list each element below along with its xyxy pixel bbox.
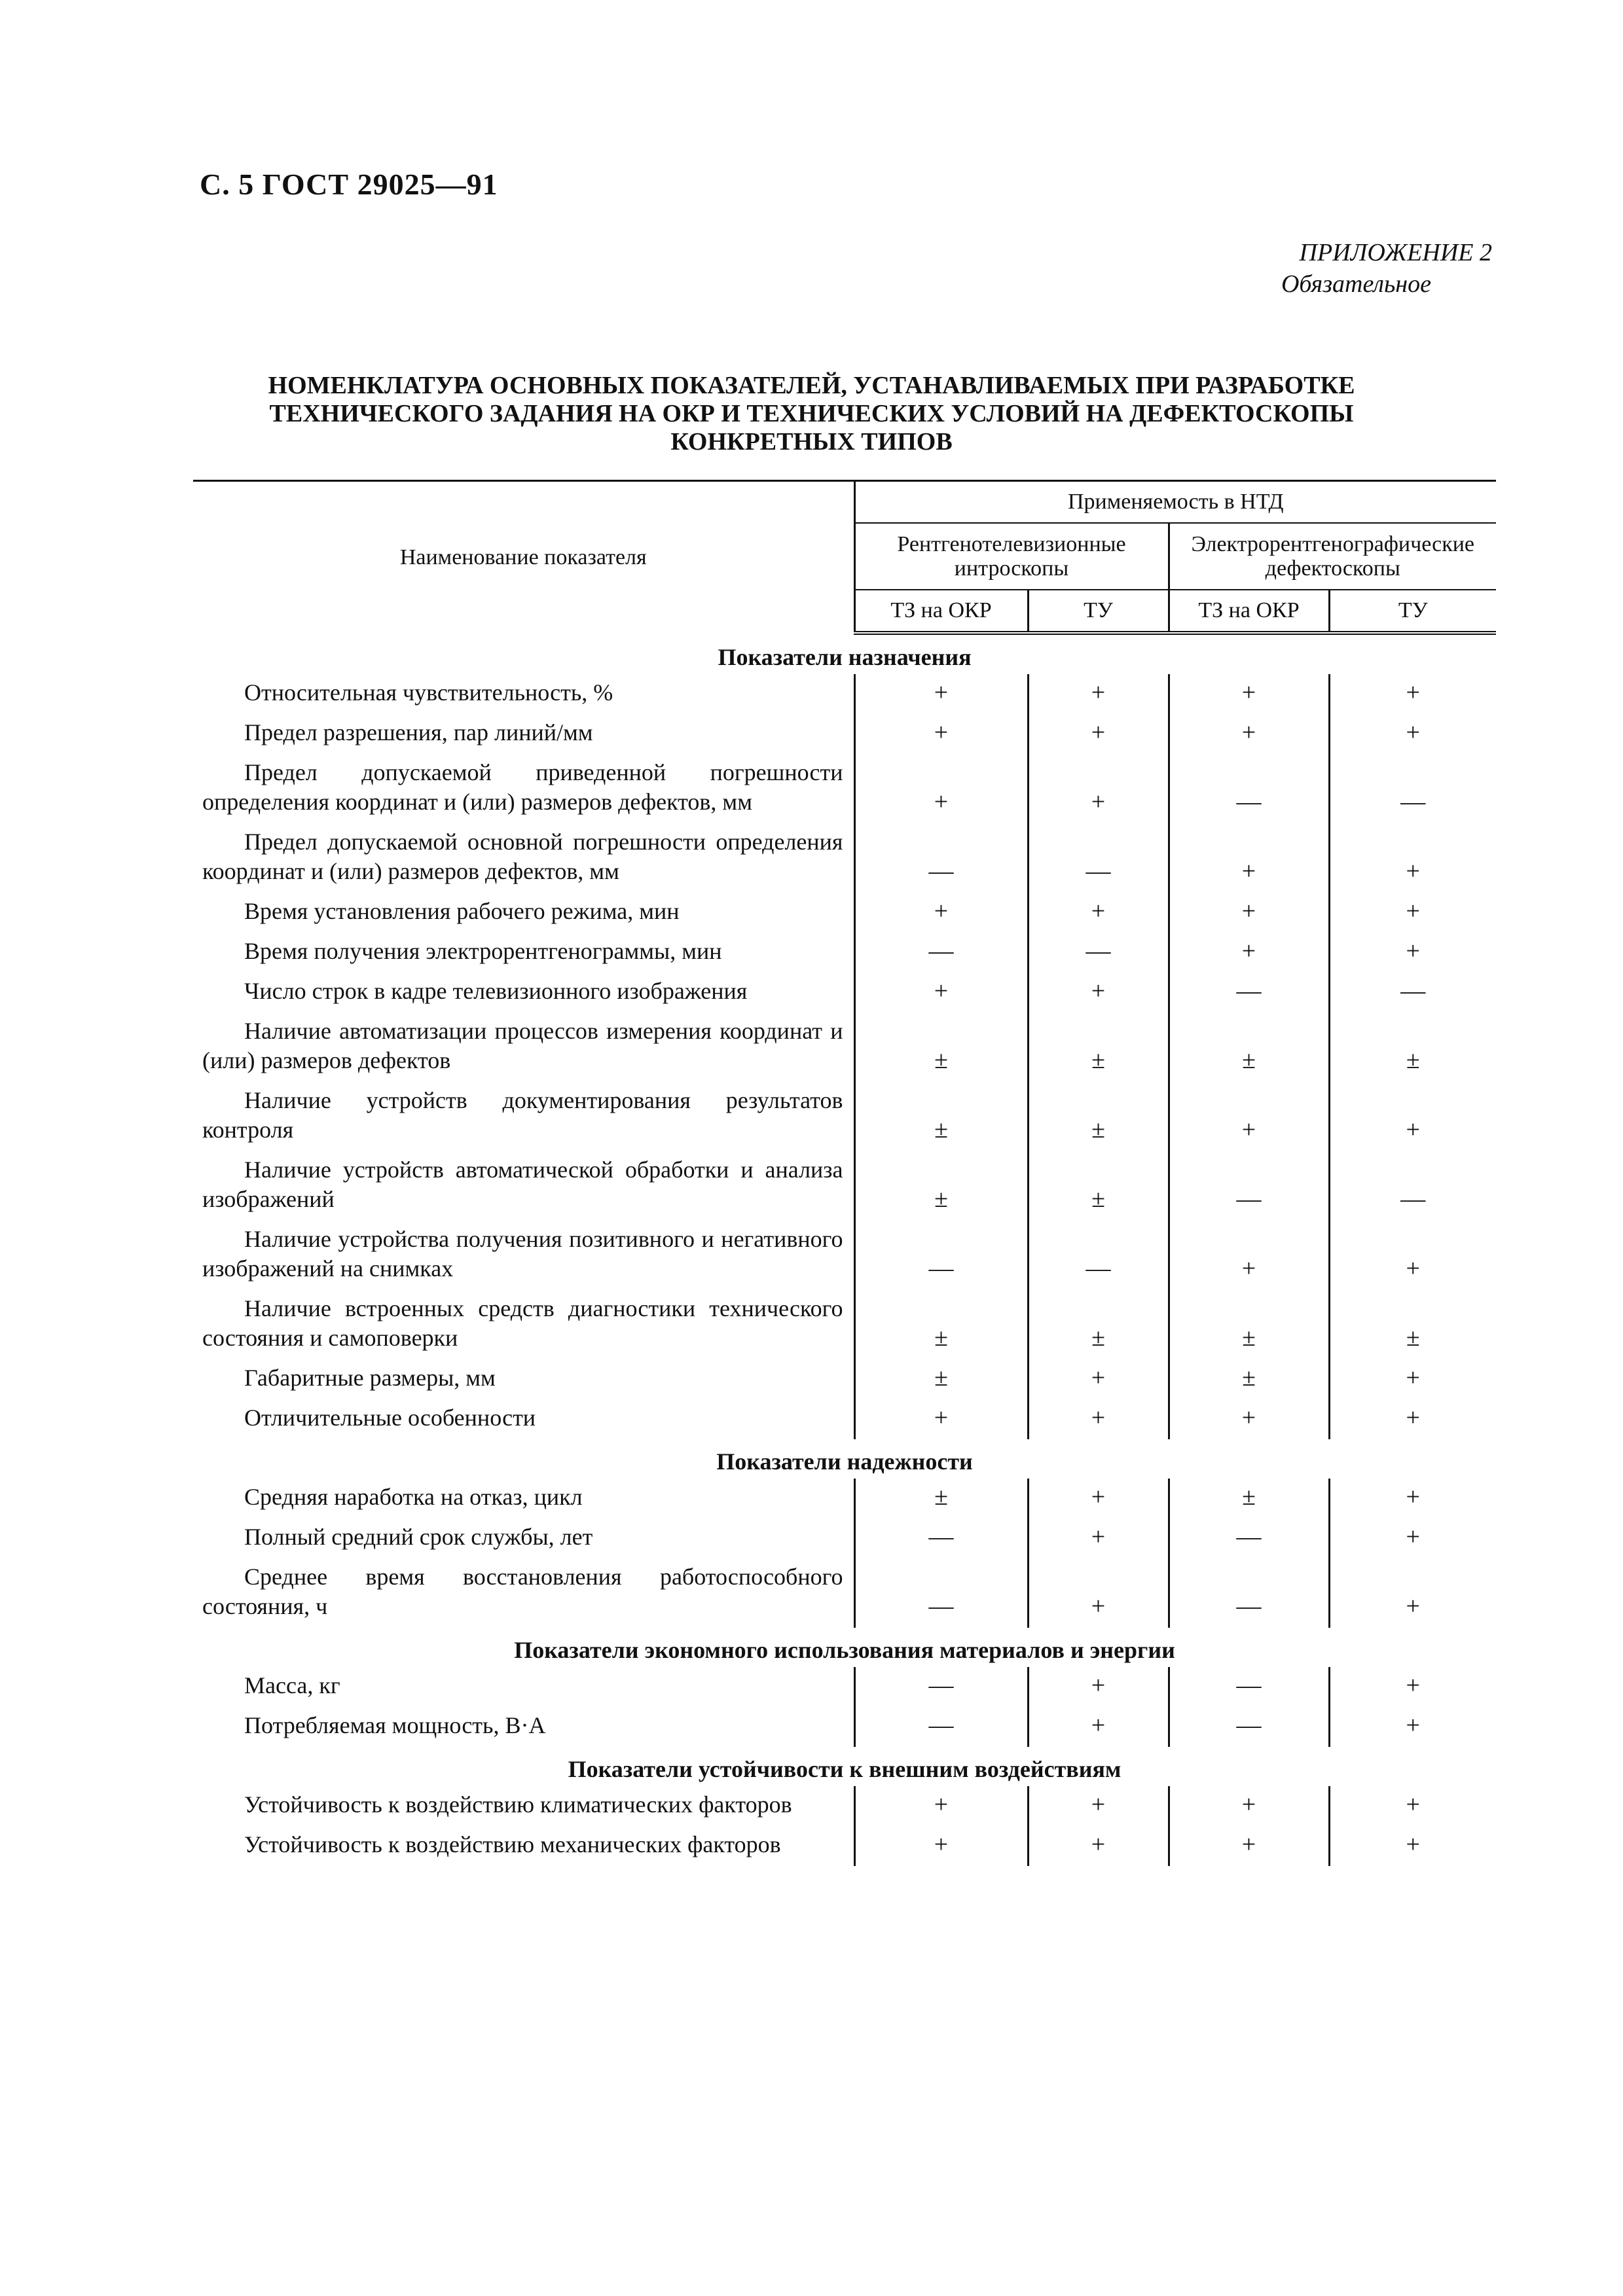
applicability-mark: — bbox=[1169, 1151, 1329, 1221]
indicator-name: Наличие автоматизации процессов измерения координат и (или) размеров дефектов bbox=[202, 1017, 843, 1073]
applicability-mark: ± bbox=[1329, 1013, 1496, 1082]
section-row bbox=[193, 1628, 1496, 1667]
applicability-mark: — bbox=[1169, 1558, 1329, 1628]
applicability-mark: + bbox=[1329, 1707, 1496, 1747]
indicator-name-cell bbox=[193, 674, 854, 714]
indicator-name: Предел допускаемой приведенной погрешности определения координат и (или) размеров дефектов, мм bbox=[202, 759, 843, 815]
applicability-mark: + bbox=[1329, 823, 1496, 893]
indicator-name: Время установления рабочего режима, мин bbox=[244, 897, 680, 924]
applicability-mark: — bbox=[1329, 1151, 1496, 1221]
indicator-name-cell bbox=[193, 933, 854, 973]
applicability-mark: + bbox=[1169, 933, 1329, 973]
applicability-mark: + bbox=[1028, 1786, 1169, 1826]
table-row bbox=[193, 1479, 1496, 1518]
indicator-name: Полный средний срок службы, лет bbox=[244, 1523, 593, 1550]
table-row bbox=[193, 754, 1496, 823]
indicator-name-cell bbox=[193, 1786, 854, 1826]
applicability-mark: + bbox=[1329, 674, 1496, 714]
applicability-mark: + bbox=[1169, 1399, 1329, 1439]
title-line: КОНКРЕТНЫХ ТИПОВ bbox=[670, 428, 953, 456]
header-group-xray-tv: Рентгенотелевизионные интроскопы bbox=[854, 523, 1169, 590]
section-title: Показатели назначения bbox=[718, 643, 972, 670]
applicability-mark: + bbox=[1028, 973, 1169, 1013]
appendix-label bbox=[1281, 237, 1492, 300]
applicability-mark: + bbox=[1028, 1359, 1169, 1399]
applicability-mark: ± bbox=[854, 1013, 1028, 1082]
header-sub-tu: ТУ bbox=[1028, 590, 1169, 633]
header-sub-tz: ТЗ на ОКР bbox=[854, 590, 1028, 633]
applicability-mark: + bbox=[1169, 1826, 1329, 1866]
applicability-mark: — bbox=[1169, 1667, 1329, 1707]
applicability-mark: — bbox=[1169, 754, 1329, 823]
table-row bbox=[193, 893, 1496, 933]
applicability-mark: + bbox=[1028, 674, 1169, 714]
applicability-mark: — bbox=[854, 823, 1028, 893]
table-row bbox=[193, 1290, 1496, 1359]
applicability-mark: ± bbox=[854, 1359, 1028, 1399]
applicability-mark: + bbox=[1329, 1558, 1496, 1628]
applicability-mark: — bbox=[1329, 973, 1496, 1013]
document-title bbox=[0, 372, 1623, 456]
indicator-name: Отличительные особенности bbox=[244, 1404, 536, 1431]
applicability-mark: + bbox=[1028, 1518, 1169, 1558]
applicability-mark: ± bbox=[1169, 1359, 1329, 1399]
applicability-mark: — bbox=[854, 1221, 1028, 1290]
applicability-mark: + bbox=[1028, 1667, 1169, 1707]
section-title: Показатели экономного использования материалов и энергии bbox=[514, 1636, 1175, 1663]
indicator-name-cell bbox=[193, 893, 854, 933]
applicability-mark: — bbox=[1329, 754, 1496, 823]
table-row bbox=[193, 674, 1496, 714]
indicator-name-cell bbox=[193, 1826, 854, 1866]
applicability-mark: + bbox=[1329, 893, 1496, 933]
applicability-mark: ± bbox=[1028, 1013, 1169, 1082]
indicator-name-cell bbox=[193, 1479, 854, 1518]
applicability-mark: + bbox=[1329, 1082, 1496, 1151]
applicability-mark: ± bbox=[854, 1082, 1028, 1151]
header-sub-tu: ТУ bbox=[1329, 590, 1496, 633]
table-row bbox=[193, 1707, 1496, 1747]
section-title: Показатели устойчивости к внешним воздействиям bbox=[568, 1755, 1122, 1782]
applicability-mark: + bbox=[854, 1399, 1028, 1439]
indicator-name: Наличие устройств автоматической обработки и анализа изображений bbox=[202, 1156, 843, 1212]
appendix-status: Обязательное bbox=[1281, 270, 1431, 298]
applicability-mark: — bbox=[1028, 933, 1169, 973]
header-applicability: Применяемость в НТД bbox=[854, 481, 1496, 523]
applicability-mark: + bbox=[1028, 1707, 1169, 1747]
applicability-mark: + bbox=[854, 973, 1028, 1013]
applicability-mark: + bbox=[1329, 1786, 1496, 1826]
applicability-mark: + bbox=[1329, 1359, 1496, 1399]
indicator-name-cell bbox=[193, 1399, 854, 1439]
header-group-electro-xray: Электрорентгенографические дефектоскопы bbox=[1169, 523, 1496, 590]
table-row bbox=[193, 973, 1496, 1013]
indicator-name-cell bbox=[193, 1082, 854, 1151]
indicator-name: Устойчивость к воздействию механических факторов bbox=[244, 1831, 781, 1857]
table-row bbox=[193, 1359, 1496, 1399]
appendix-number: ПРИЛОЖЕНИЕ 2 bbox=[1299, 239, 1492, 266]
indicator-name-cell bbox=[193, 1290, 854, 1359]
indicator-name-cell bbox=[193, 1013, 854, 1082]
indicator-name-cell bbox=[193, 714, 854, 754]
applicability-mark: + bbox=[1169, 823, 1329, 893]
applicability-mark: + bbox=[1169, 1082, 1329, 1151]
indicator-name: Потребляемая мощность, В·А bbox=[244, 1712, 546, 1738]
header-indicator-name: Наименование показателя bbox=[193, 481, 854, 633]
applicability-mark: + bbox=[854, 754, 1028, 823]
indicator-name-cell bbox=[193, 1707, 854, 1747]
page-header: С. 5 ГОСТ 29025—91 bbox=[200, 168, 498, 201]
applicability-mark: + bbox=[1169, 674, 1329, 714]
section-row bbox=[193, 1747, 1496, 1786]
applicability-mark: + bbox=[1028, 1399, 1169, 1439]
applicability-mark: — bbox=[1169, 973, 1329, 1013]
applicability-mark: — bbox=[1028, 823, 1169, 893]
applicability-mark: — bbox=[854, 933, 1028, 973]
header-sub-tz: ТЗ на ОКР bbox=[1169, 590, 1329, 633]
applicability-mark: + bbox=[1329, 1479, 1496, 1518]
applicability-mark: + bbox=[1329, 1826, 1496, 1866]
indicator-name: Предел допускаемой основной погрешности определения координат и (или) размеров дефектов, мм bbox=[202, 828, 843, 884]
applicability-mark: — bbox=[1169, 1518, 1329, 1558]
applicability-mark: + bbox=[1329, 933, 1496, 973]
applicability-mark: ± bbox=[1329, 1290, 1496, 1359]
table-row bbox=[193, 1786, 1496, 1826]
table-body bbox=[193, 633, 1496, 1866]
indicator-name-cell bbox=[193, 1667, 854, 1707]
table-row bbox=[193, 823, 1496, 893]
applicability-mark: + bbox=[1329, 1518, 1496, 1558]
indicator-name: Предел разрешения, пар линий/мм bbox=[244, 719, 593, 745]
applicability-mark: + bbox=[1028, 1558, 1169, 1628]
indicator-name-cell bbox=[193, 754, 854, 823]
applicability-mark: — bbox=[1028, 1221, 1169, 1290]
table-row bbox=[193, 1082, 1496, 1151]
indicator-name-cell bbox=[193, 1359, 854, 1399]
indicator-name-cell bbox=[193, 973, 854, 1013]
applicability-mark: — bbox=[854, 1667, 1028, 1707]
applicability-mark: + bbox=[854, 674, 1028, 714]
section-row bbox=[193, 1439, 1496, 1479]
table-row bbox=[193, 1558, 1496, 1628]
applicability-mark: + bbox=[854, 1826, 1028, 1866]
indicator-name: Наличие устройств документирования результатов контроля bbox=[202, 1086, 843, 1143]
section-row bbox=[193, 633, 1496, 674]
indicator-name: Масса, кг bbox=[244, 1672, 340, 1698]
indicator-name: Наличие встроенных средств диагностики технического состояния и самоповерки bbox=[202, 1295, 843, 1351]
indicator-name: Средняя наработка на отказ, цикл bbox=[244, 1483, 583, 1510]
applicability-mark: ± bbox=[1169, 1479, 1329, 1518]
indicator-name: Число строк в кадре телевизионного изображения bbox=[244, 977, 748, 1004]
table-row bbox=[193, 1151, 1496, 1221]
applicability-mark: + bbox=[1329, 714, 1496, 754]
applicability-mark: + bbox=[854, 714, 1028, 754]
applicability-mark: + bbox=[1169, 714, 1329, 754]
applicability-mark: + bbox=[1169, 893, 1329, 933]
title-line: ТЕХНИЧЕСКОГО ЗАДАНИЯ НА ОКР И ТЕХНИЧЕСКИХ УСЛОВИЙ НА ДЕФЕКТОСКОПЫ bbox=[269, 400, 1354, 427]
indicator-name: Среднее время восстановления работоспособного состояния, ч bbox=[202, 1563, 843, 1619]
applicability-mark: + bbox=[854, 1786, 1028, 1826]
applicability-mark: + bbox=[1028, 754, 1169, 823]
applicability-mark: ± bbox=[1028, 1151, 1169, 1221]
indicator-name-cell bbox=[193, 1221, 854, 1290]
table-row bbox=[193, 714, 1496, 754]
title-line: НОМЕНКЛАТУРА ОСНОВНЫХ ПОКАЗАТЕЛЕЙ, УСТАНАВЛИВАЕМЫХ ПРИ РАЗРАБОТКЕ bbox=[268, 372, 1355, 399]
indicator-name: Время получения электрорентгенограммы, мин bbox=[244, 937, 722, 964]
table-row bbox=[193, 1826, 1496, 1866]
table-row bbox=[193, 933, 1496, 973]
indicator-name: Относительная чувствительность, % bbox=[244, 679, 613, 706]
table-row bbox=[193, 1518, 1496, 1558]
applicability-mark: — bbox=[854, 1707, 1028, 1747]
applicability-mark: + bbox=[1028, 1479, 1169, 1518]
applicability-mark: + bbox=[854, 893, 1028, 933]
applicability-mark: — bbox=[854, 1518, 1028, 1558]
applicability-mark: ± bbox=[854, 1151, 1028, 1221]
applicability-mark: ± bbox=[1028, 1290, 1169, 1359]
applicability-mark: + bbox=[1028, 1826, 1169, 1866]
table-row bbox=[193, 1221, 1496, 1290]
applicability-mark: ± bbox=[854, 1290, 1028, 1359]
applicability-mark: + bbox=[1028, 714, 1169, 754]
applicability-mark: ± bbox=[1169, 1290, 1329, 1359]
indicator-name-cell bbox=[193, 1151, 854, 1221]
applicability-mark: — bbox=[854, 1558, 1028, 1628]
applicability-mark: + bbox=[1329, 1667, 1496, 1707]
applicability-mark: ± bbox=[1169, 1013, 1329, 1082]
indicator-name: Габаритные размеры, мм bbox=[244, 1364, 496, 1391]
indicator-name: Наличие устройства получения позитивного и негативного изображений на снимках bbox=[202, 1225, 843, 1282]
applicability-mark: + bbox=[1329, 1399, 1496, 1439]
indicator-name-cell bbox=[193, 1518, 854, 1558]
indicator-name-cell bbox=[193, 823, 854, 893]
applicability-mark: ± bbox=[854, 1479, 1028, 1518]
section-title: Показатели надежности bbox=[716, 1448, 973, 1475]
applicability-mark: + bbox=[1169, 1221, 1329, 1290]
applicability-mark: ± bbox=[1028, 1082, 1169, 1151]
indicator-name: Устойчивость к воздействию климатических факторов bbox=[244, 1791, 792, 1818]
applicability-mark: + bbox=[1028, 893, 1169, 933]
table-row bbox=[193, 1399, 1496, 1439]
table-row bbox=[193, 1013, 1496, 1082]
applicability-mark: + bbox=[1169, 1786, 1329, 1826]
applicability-mark: — bbox=[1169, 1707, 1329, 1747]
indicator-name-cell bbox=[193, 1558, 854, 1628]
applicability-mark: + bbox=[1329, 1221, 1496, 1290]
table-row bbox=[193, 1667, 1496, 1707]
indicators-table bbox=[193, 480, 1496, 1866]
